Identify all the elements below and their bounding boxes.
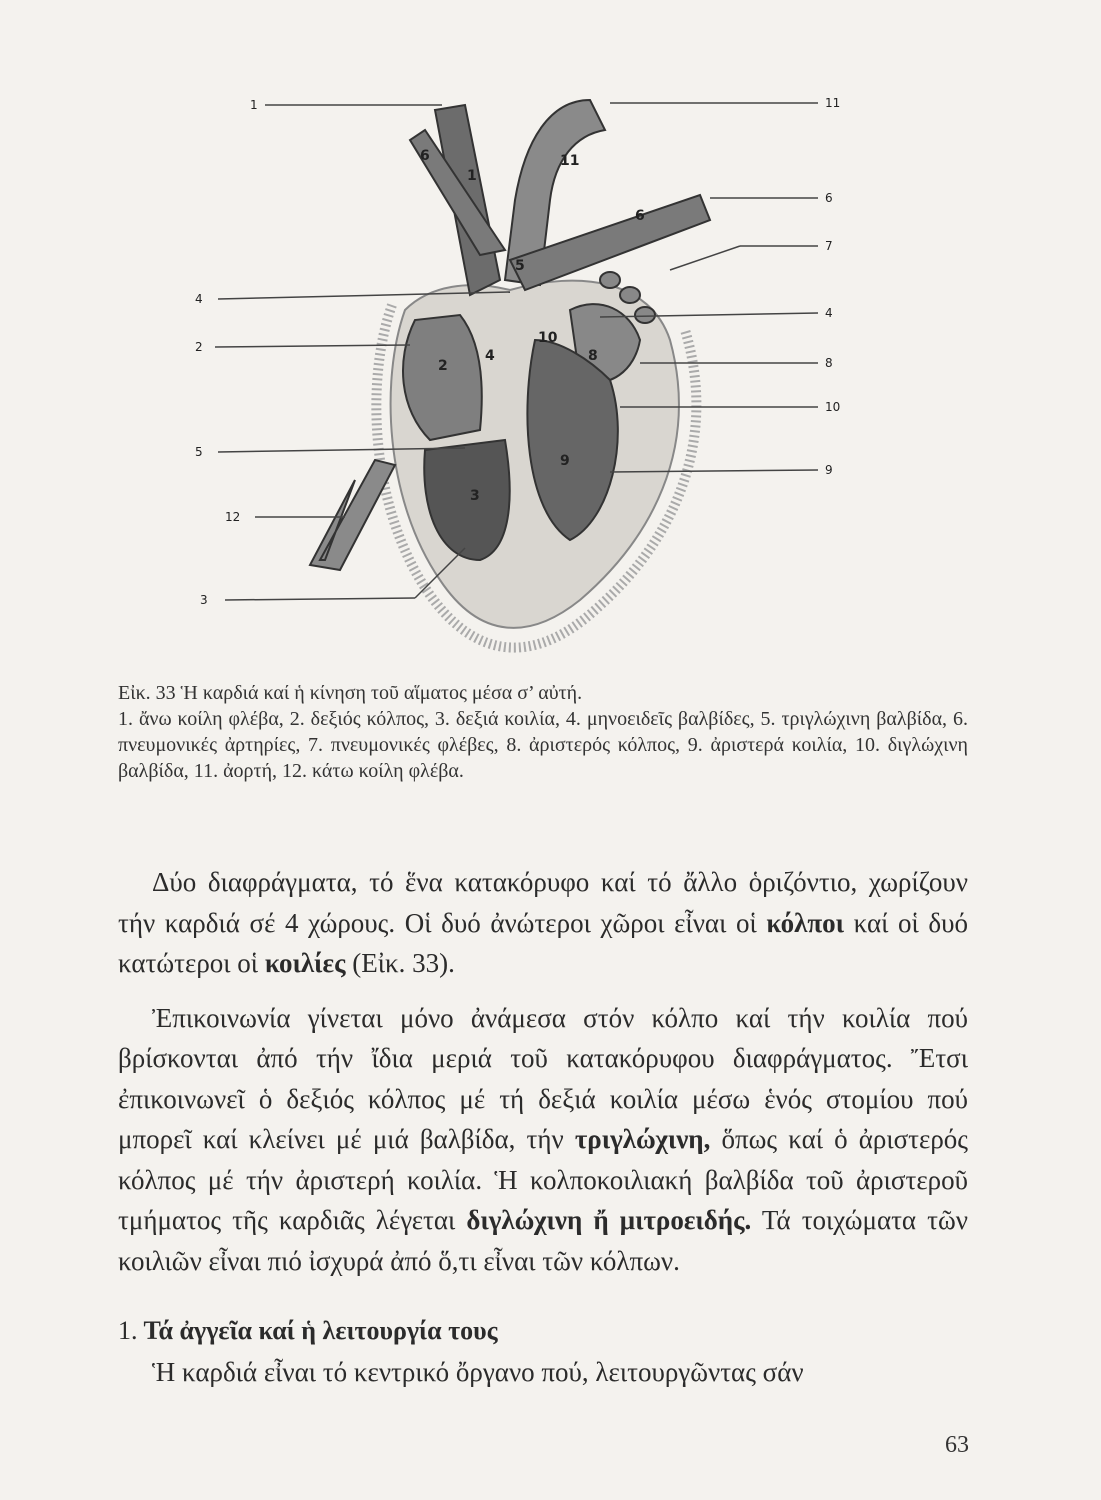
paragraph [118,862,968,984]
heart-illustration [180,80,870,680]
callout-label-1: 1 [250,98,258,112]
inner-label: 1 [467,168,477,184]
caption-legend: 1. ἄνω κοίλη φλέβα, 2. δεξιός κόλπος, 3. δεξιά κοιλία, 4. μηνοειδεῖς βαλβίδες, 5. τριγλώχινη βαλβίδα, 6. πνευμονικές ἀρτηρίες, 7. πνευμονικές φλέβες, 8. ἀριστερός κόλπος, 9. ἀριστερά κοιλία, 10. διγλώχινη βαλβίδα, 11. ἀορτή, 12. κάτω κοίλη φλέβα. [118,708,968,782]
caption-title: Εἰκ. 33 Ἡ καρδιά καί ἡ κίνηση τοῦ αἵματος μέσα σ’ αὐτή. [118,682,583,704]
section-title: Τά ἀγγεῖα καί ἡ λειτουργία τους [143,1316,498,1345]
text-run: καί οἱ δυό κατώτεροι οἱ [118,907,968,978]
heart-diagram [180,80,870,680]
section-number: 1. [118,1316,138,1345]
inner-label: 2 [438,358,448,374]
inner-label: 10 [538,330,558,346]
callout-label-7: 7 [825,239,833,253]
inner-label: 4 [485,348,495,364]
callout-label-4-right: 4 [825,306,833,320]
callout-label-8: 8 [825,356,833,370]
callout-label-9: 9 [825,463,833,477]
inner-label: 6 [420,148,430,164]
body-text [118,862,968,1392]
bold-term: διγλώχινη ἤ μιτροειδής. [466,1205,752,1235]
callout-label-11: 11 [825,96,841,110]
inner-label: 8 [588,348,598,364]
bold-term: τριγλώχινη, [574,1124,711,1154]
text-run: Τά τοιχώματα τῶν κοιλιῶν εἶναι πιό ἰσχυρά ἀπό ὅ,τι εἶναι τῶν κόλπων. [118,1205,968,1276]
callout-label-12: 12 [225,510,241,524]
callout-label-10: 10 [825,400,841,414]
inner-label: 5 [515,258,525,274]
section-heading [118,1311,968,1352]
page-number: 63 [945,1432,969,1458]
inner-label: 6 [635,208,645,224]
text-run: Ἐπικοινωνία γίνεται μόνο ἀνάμεσα στόν κόλπο καί τήν κοιλία πού βρίσκονται ἀπό τήν ἴδια μεριά τοῦ κατακόρυφου διαφράγματος. Ἔτσι ἐπικοινωνεῖ ὁ δεξιός κόλπος μέ τή δεξιά κοιλία μέσω ἑνός στομίου πού μπορεῖ καί κλείνει μέ μιά βαλβίδα, τήν [118,1002,968,1154]
callout-label-4-left: 4 [195,292,203,306]
paragraph: Ἡ καρδιά εἶναι τό κεντρικό ὄργανο πού, λειτουργῶντας σάν [152,1356,804,1387]
inferior-vena-cava [310,460,395,570]
callout-label-6: 6 [825,191,833,205]
callout-label-5: 5 [195,445,203,459]
paragraph [118,998,968,1282]
right-atrium [403,315,482,440]
bold-term: κόλποι [766,907,844,938]
callout-label-3: 3 [200,593,208,607]
text-run: (Εἰκ. 33). [345,948,455,978]
inner-label: 11 [560,153,580,169]
text-run: Δύο διαφράγματα, τό ἕνα κατακόρυφο καί τό ἄλλο ὁριζόντιο, χωρίζουν τήν καρδιά σέ 4 χώρους. Οἱ δυό ἀνώτεροι χῶροι εἶναι οἱ [118,867,968,938]
figure-caption [118,680,968,784]
callout-label-2: 2 [195,340,203,354]
text-run: ὅπως καί ὁ ἀριστερός κόλπος μέ τήν ἀριστερή κοιλία. Ἡ κολποκοιλιακή βαλβίδα τοῦ ἀριστεροῦ τμήματος τῆς καρδιᾶς λέγεται [118,1124,968,1235]
inner-label: 9 [560,453,570,469]
inner-label: 3 [470,488,480,504]
bold-term: κοιλίες [264,948,346,978]
